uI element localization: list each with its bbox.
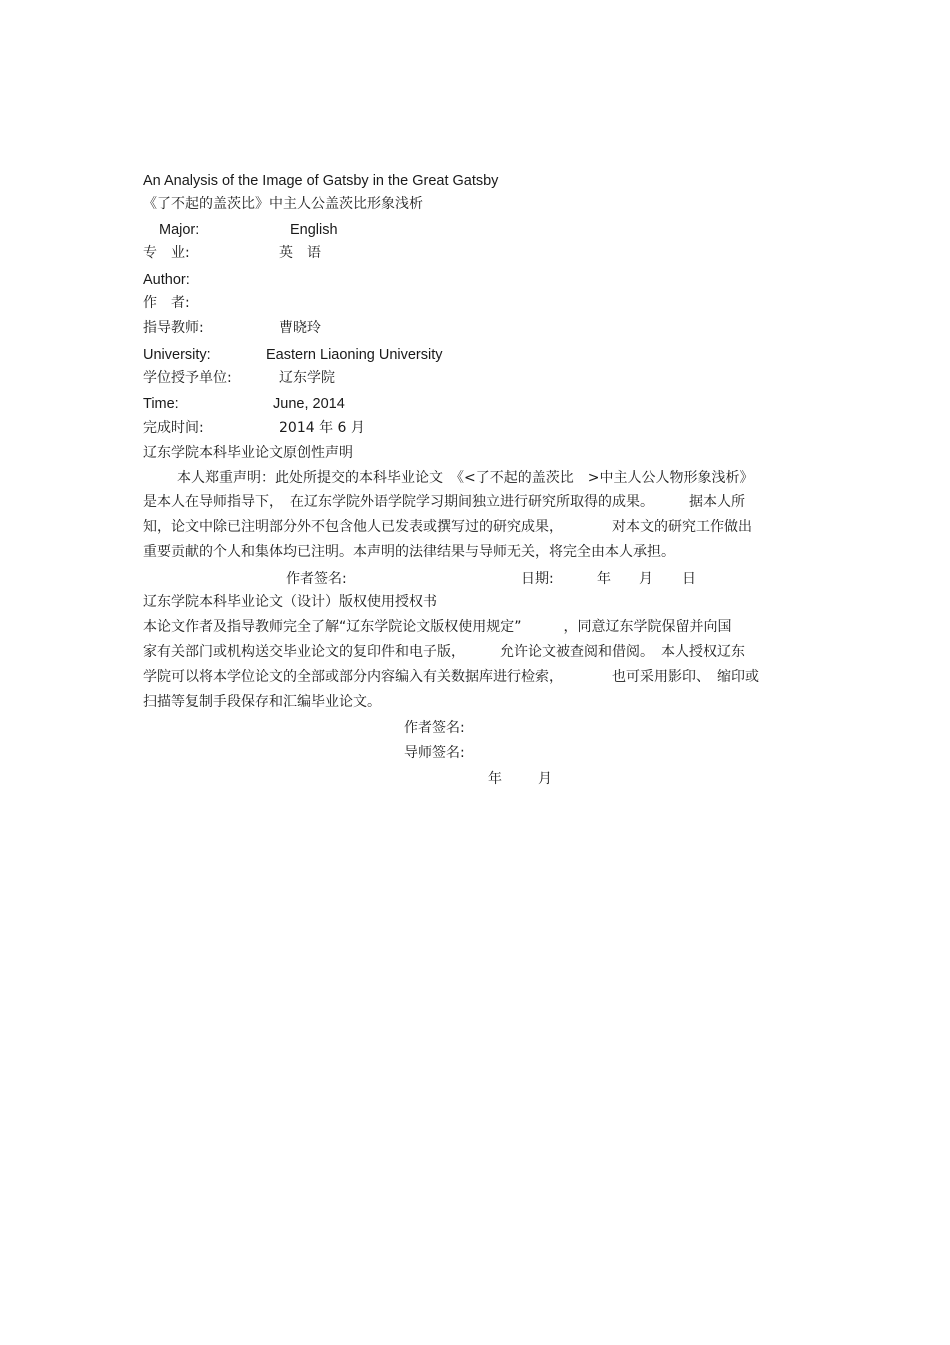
advisor-zh-label: 指导教师:	[143, 320, 204, 336]
title-chinese: 《了不起的盖茨比》中主人公盖茨比形象浅析	[143, 196, 423, 212]
authorization-line-4: 扫描等复制手段保存和汇编毕业论文。	[143, 694, 381, 710]
authorization-line-2: 家有关部门或机构送交毕业论文的复印件和电子版， 允许论文被查阅和借阅。 本人授权辽东	[143, 644, 745, 660]
major-en-label: Major:	[159, 222, 200, 238]
author-zh-label: 作 者:	[143, 295, 190, 311]
major-zh-value: 英 语	[279, 245, 321, 261]
time-en-label: Time:	[143, 396, 179, 412]
authorization-line-1: 本论文作者及指导教师完全了解“辽东学院论文版权使用规定” ，同意辽东学院保留并向国	[143, 619, 732, 635]
authorization-author-signature-label: 作者签名:	[404, 720, 465, 736]
time-zh-value: 2014 年 6 月	[279, 420, 365, 436]
originality-month: 月	[639, 571, 653, 587]
originality-heading: 辽东学院本科毕业论文原创性声明	[143, 445, 353, 461]
originality-line-1: 本人郑重声明：此处所提交的本科毕业论文 《<了不起的盖茨比 >中主人公人物形象浅析》	[177, 470, 754, 486]
university-zh-label: 学位授予单位:	[143, 370, 232, 386]
title-english: An Analysis of the Image of Gatsby in the Great Gatsby	[143, 173, 499, 189]
originality-year: 年	[597, 571, 611, 587]
authorization-heading: 辽东学院本科毕业论文（设计）版权使用授权书	[143, 594, 437, 610]
university-en-label: University:	[143, 347, 211, 363]
authorization-advisor-signature-label: 导师签名:	[404, 745, 465, 761]
originality-day: 日	[682, 571, 696, 587]
author-en-label: Author:	[143, 272, 190, 288]
originality-signature-label: 作者签名:	[286, 571, 347, 587]
university-en-value: Eastern Liaoning University	[266, 347, 443, 363]
university-zh-value: 辽东学院	[279, 370, 335, 386]
originality-line-3: 知，论文中除已注明部分外不包含他人已发表或撰写过的研究成果， 对本文的研究工作做出	[143, 519, 752, 535]
originality-line-2: 是本人在导师指导下， 在辽东学院外语学院学习期间独立进行研究所取得的成果。 据本人所	[143, 494, 745, 510]
time-en-value: June, 2014	[273, 396, 345, 412]
major-zh-label: 专 业:	[143, 245, 190, 261]
major-en-value: English	[290, 222, 338, 238]
authorization-month: 月	[538, 771, 552, 787]
advisor-zh-value: 曹晓玲	[279, 320, 321, 336]
authorization-year: 年	[488, 771, 502, 787]
time-zh-label: 完成时间:	[143, 420, 204, 436]
originality-date-label: 日期:	[521, 571, 554, 587]
authorization-line-3: 学院可以将本学位论文的全部或部分内容编入有关数据库进行检索， 也可采用影印、 缩印或	[143, 669, 759, 685]
originality-line-4: 重要贡献的个人和集体均已注明。本声明的法律结果与导师无关，将完全由本人承担。	[143, 544, 675, 560]
